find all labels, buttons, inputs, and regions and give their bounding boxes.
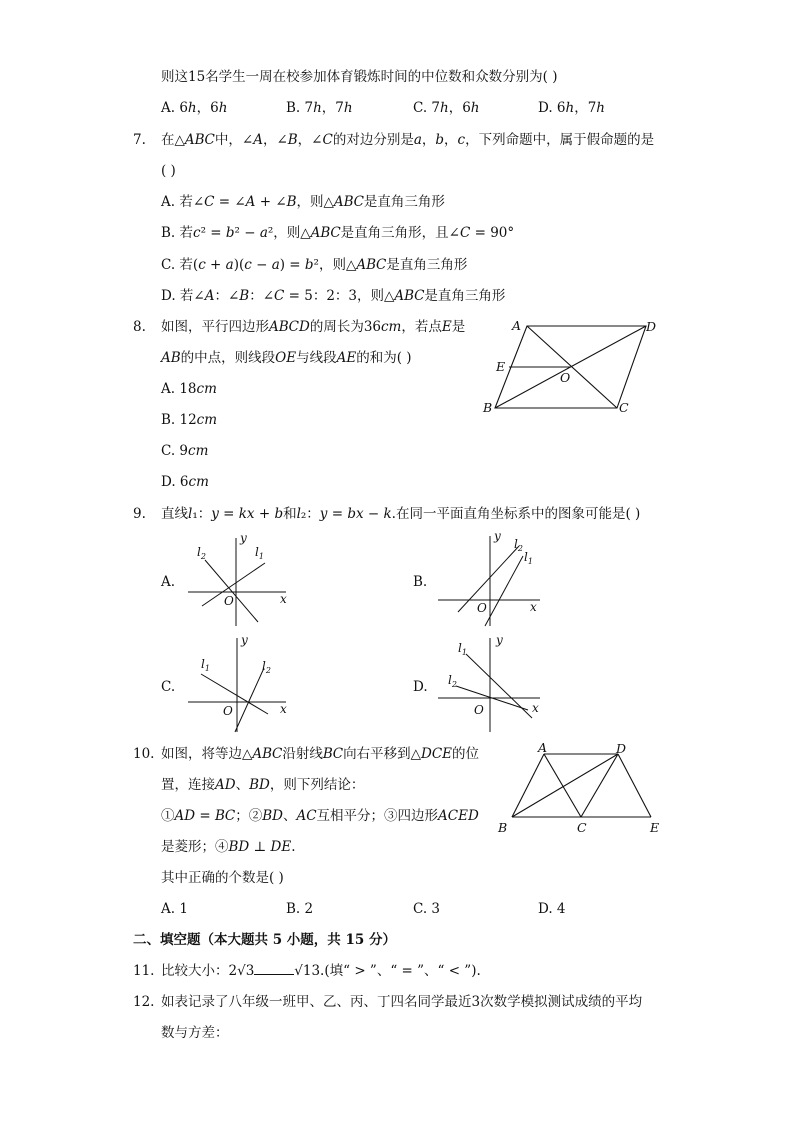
q6-option-a: A. 6ℎ，6ℎ [161, 100, 228, 116]
y-label: y [494, 530, 501, 543]
q10-stem-5: 其中正确的个数是( ) [161, 870, 284, 886]
q10-option-d: D. 4 [538, 901, 566, 917]
x-label: x [280, 702, 287, 716]
l2-label: $l_2$ [197, 545, 206, 561]
q9-stem: 直线𝑙₁：𝑦 = 𝑘𝑥 + 𝑏和𝑙₂：𝑦 = 𝑏𝑥 − 𝑘.在同一平面直角坐标系中的图象可能是( ) [161, 506, 641, 522]
q6-stem: 则这15名学生一周在校参加体育锻炼时间的中位数和众数分别为( ) [161, 69, 558, 85]
l1-label: $l_1$ [255, 545, 264, 561]
y-label: y [240, 531, 247, 545]
q8-option-d: D. 6𝑐𝑚 [161, 474, 209, 490]
label-b: B [498, 820, 508, 835]
label-d: D [646, 319, 657, 334]
origin-label: O [477, 601, 487, 615]
y-label: y [241, 633, 248, 647]
l2-label: $l_2$ [262, 659, 271, 675]
line-l1 [485, 556, 523, 626]
q12-stem: 如表记录了八年级一班甲、乙、丙、丁四名同学最近3次数学模拟测试成绩的平均 [161, 994, 643, 1010]
label-a: A [512, 318, 522, 333]
q9-option-c: C. [161, 679, 176, 695]
label-o: O [560, 370, 571, 385]
line-l1 [201, 674, 268, 714]
line-l2 [205, 560, 258, 622]
q7-option-a: A. 若∠𝐶 = ∠𝐴 + ∠𝐵，则△𝐴𝐵𝐶是直角三角形 [161, 194, 445, 210]
section-2-heading: 二、填空题（本大题共 5 小题，共 15 分） [133, 932, 396, 948]
label-c: C [619, 400, 629, 415]
q8-stem: 如图，平行四边形𝐴𝐵𝐶𝐷的周长为36𝑐𝑚，若点𝐸是 [161, 319, 466, 335]
q9-option-b: B. [413, 574, 428, 590]
q8-stem-cont: 𝐴𝐵的中点，则线段𝑂𝐸与线段𝐴𝐸的和为( ) [161, 350, 412, 366]
l2-label: $l_2$ [448, 673, 457, 689]
q7-stem-cont: ( ) [161, 163, 176, 179]
q7-option-b: B. 若𝑐² = 𝑏² − 𝑎²，则△𝐴𝐵𝐶是直角三角形，且∠𝐶 = 90° [161, 225, 515, 241]
q6-option-c: C. 7ℎ，6ℎ [413, 100, 480, 116]
q10-option-a: A. 1 [161, 901, 188, 917]
q10-stem-3: ①𝐴𝐷 = 𝐵𝐶；②𝐵𝐷、𝐴𝐶互相平分；③四边形𝐴𝐶𝐸𝐷 [161, 808, 479, 824]
l1-label: $l_1$ [201, 657, 210, 673]
q9-option-a: A. [161, 574, 176, 590]
q10-triangle-figure [494, 740, 670, 836]
l1-label: $l_1$ [524, 550, 533, 566]
q9-graph-b [436, 530, 546, 630]
q7-option-d: D. 若∠𝐴：∠𝐵：∠𝐶 = 5：2：3，则△𝐴𝐵𝐶是直角三角形 [161, 288, 506, 304]
q10-stem-4: 是菱形；④𝐵𝐷 ⊥ 𝐷𝐸. [161, 839, 296, 855]
segment-ac [544, 754, 581, 817]
segment-cd [581, 754, 618, 817]
q10-number: 10. [133, 746, 155, 762]
q9-option-d: D. [413, 679, 428, 695]
label-b: B [483, 400, 493, 415]
q8-option-a: A. 18𝑐𝑚 [161, 381, 217, 397]
q11-stem [161, 962, 481, 980]
l1-label: $l_1$ [458, 641, 467, 657]
label-e: E [650, 820, 660, 835]
q10-option-c: C. 3 [413, 901, 441, 917]
q8-option-b: B. 12𝑐𝑚 [161, 412, 218, 428]
q11-number: 11. [133, 963, 155, 979]
y-label: y [496, 633, 503, 647]
q6-option-b: B. 7ℎ，7ℎ [286, 100, 353, 116]
q9-graph-c [186, 632, 292, 734]
q6-option-d: D. 6ℎ，7ℎ [538, 100, 605, 116]
line-l2 [458, 546, 519, 612]
q9-number: 9. [133, 506, 146, 522]
q7-number: 7. [133, 132, 146, 148]
q12-stem-cont: 数与方差： [161, 1025, 229, 1041]
q8-number: 8. [133, 319, 146, 335]
label-a: A [538, 740, 548, 755]
q7-option-c: C. 若(𝑐 + 𝑎)(𝑐 − 𝑎) = 𝑏²，则△𝐴𝐵𝐶是直角三角形 [161, 257, 468, 273]
q10-option-b: B. 2 [286, 901, 314, 917]
origin-label: O [224, 594, 234, 608]
origin-label: O [223, 704, 233, 718]
origin-label: O [474, 703, 484, 717]
q10-stem: 如图，将等边△𝐴𝐵𝐶沿射线𝐵𝐶向右平移到△𝐷𝐶𝐸的位 [161, 746, 480, 762]
q8-option-c: C. 9𝑐𝑚 [161, 443, 209, 459]
q10-stem-2: 置，连接𝐴𝐷、𝐵𝐷，则下列结论： [161, 777, 365, 793]
l2-label: $l_2$ [514, 537, 523, 553]
q11-answer-blank[interactable] [254, 962, 294, 975]
x-label: x [280, 592, 287, 606]
q8-parallelogram-figure [478, 314, 668, 418]
segment-de [618, 754, 651, 817]
q11-suffix: √13.(填“ > ”、“ = ”、“ < ”). [294, 963, 481, 979]
q7-stem: 在△𝐴𝐵𝐶中，∠𝐴，∠𝐵，∠𝐶的对边分别是𝑎，𝑏，𝑐，下列命题中，属于假命题的是 [161, 132, 655, 148]
q9-graph-a [186, 530, 292, 628]
q12-number: 12. [133, 994, 155, 1010]
q9-graph-d [436, 632, 548, 734]
x-label: x [532, 701, 539, 715]
line-l2 [235, 668, 264, 732]
label-d: D [616, 741, 627, 756]
label-e: E [496, 359, 506, 374]
x-label: x [530, 600, 537, 614]
q11-prefix: 比较大小：2√3 [161, 963, 255, 979]
label-c: C [577, 820, 587, 835]
